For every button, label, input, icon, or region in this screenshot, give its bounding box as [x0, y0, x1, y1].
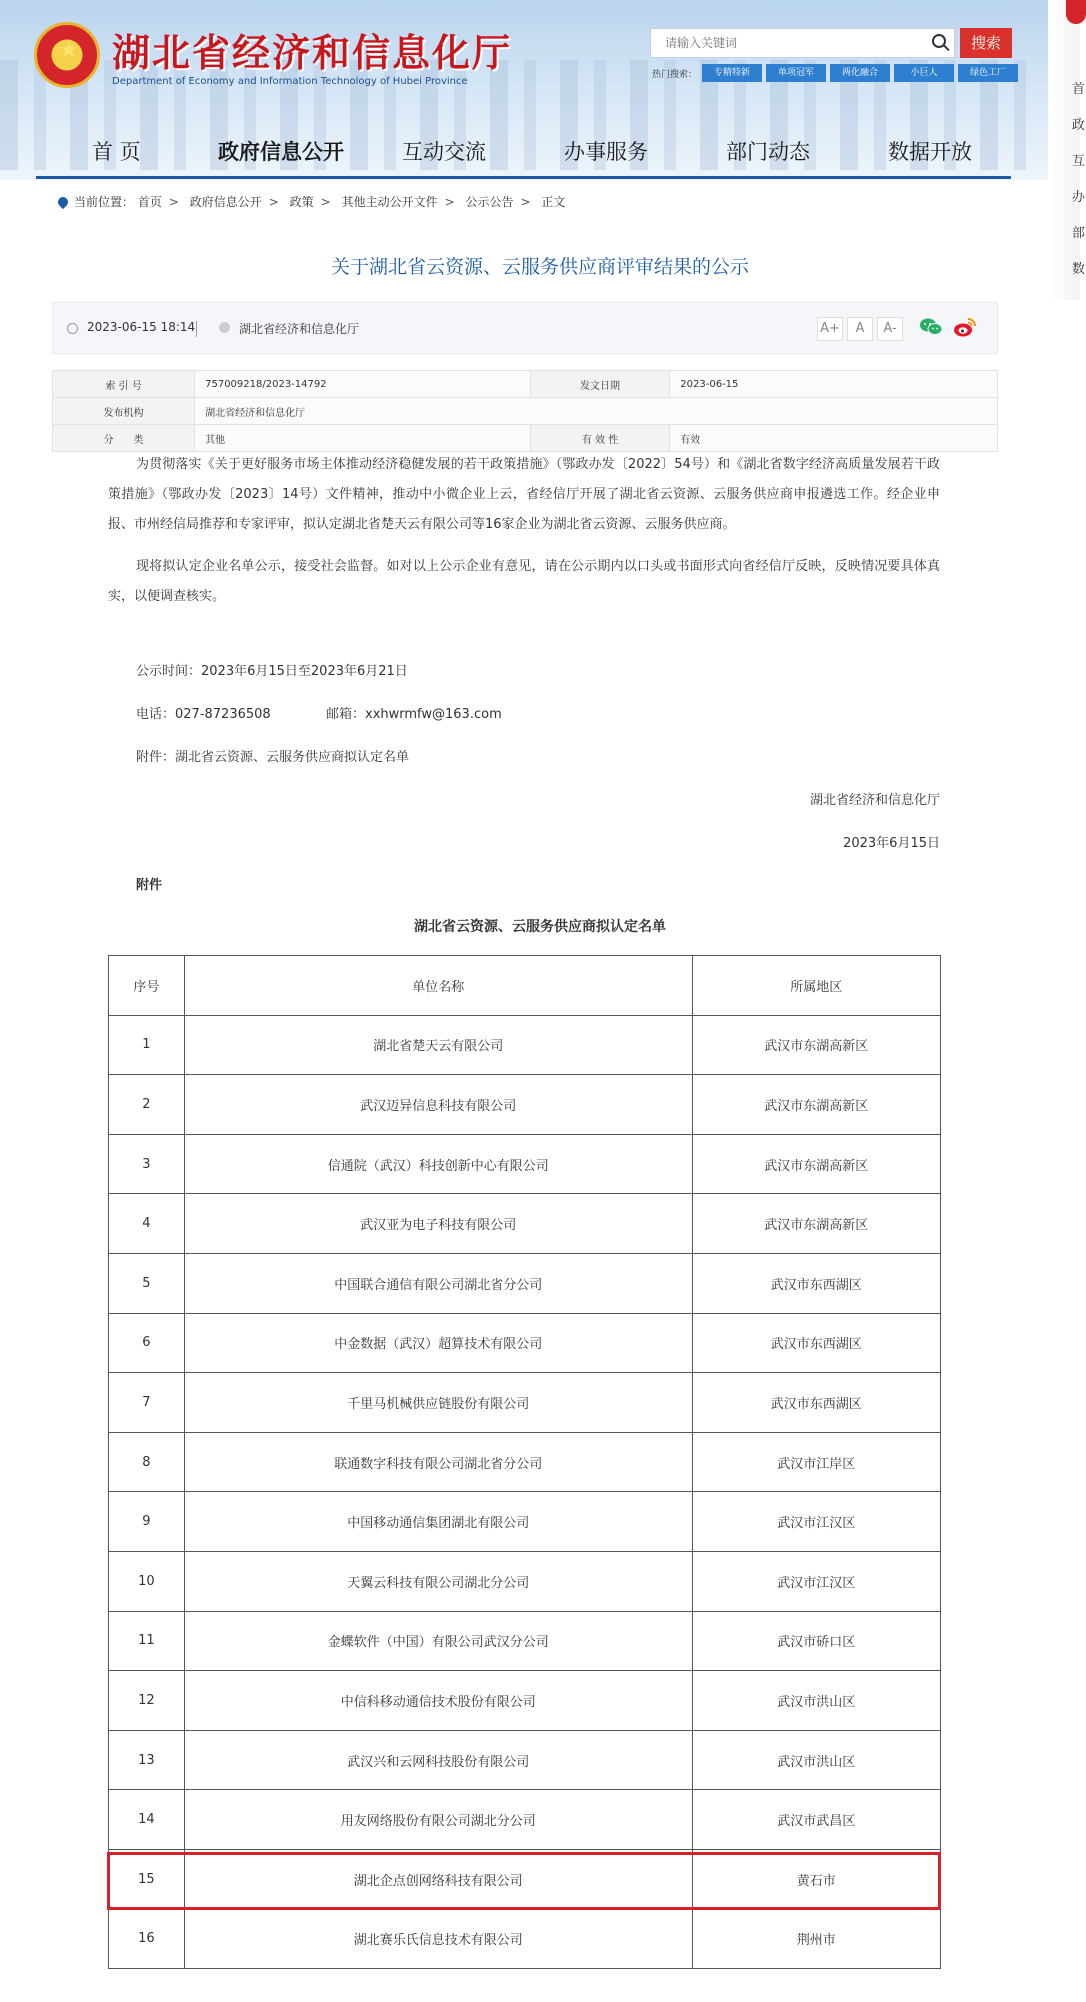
publisher-icon [219, 322, 230, 333]
attachment-heading: 附件 [136, 878, 163, 893]
font-size-default-button[interactable]: A [847, 317, 873, 341]
main-nav [36, 132, 1011, 179]
row-number: 8 [109, 1432, 185, 1492]
region: 武汉市东湖高新区 [692, 1194, 940, 1254]
search-box [650, 28, 955, 58]
table-row [109, 1075, 941, 1135]
nav-interaction[interactable]: 互动交流 [402, 140, 486, 164]
row-number: 14 [109, 1790, 185, 1850]
table-row [109, 1134, 941, 1194]
table-row [109, 1790, 941, 1850]
table-header-row [109, 956, 941, 1016]
side-nav-item[interactable]: 办 [1072, 190, 1086, 205]
table-row [109, 1492, 941, 1552]
article-body [108, 450, 940, 612]
site-subtitle: Department of Economy and Information Technology of Hubei Province [112, 76, 468, 87]
breadcrumb-item-current: 正文 [541, 195, 566, 209]
chevron-right-icon: > [444, 195, 455, 209]
article-metadata-table [52, 370, 998, 452]
company-name: 天翼云科技有限公司湖北分公司 [184, 1551, 692, 1611]
row-number: 3 [109, 1134, 185, 1194]
company-name: 中国联合通信有限公司湖北省分公司 [184, 1253, 692, 1313]
table-row [109, 1194, 941, 1254]
table-row [109, 1671, 941, 1731]
breadcrumb-item[interactable]: 首页 [137, 195, 162, 209]
column-header: 所属地区 [692, 956, 940, 1016]
row-number: 6 [109, 1313, 185, 1373]
hot-tag[interactable]: 单项冠军 [766, 64, 826, 82]
table-row [109, 1551, 941, 1611]
company-name: 湖北企点创网络科技有限公司 [184, 1849, 692, 1909]
hot-tag[interactable]: 两化融合 [830, 64, 890, 82]
validity-label: 有 效 性 [530, 425, 669, 452]
table-row [109, 1373, 941, 1433]
paragraph: 现将拟认定企业名单公示，接受社会监督。如对以上公示企业有意见，请在公示期内以口头或书面形式向省经信厅反映，反映情况要具体真实，以便调查核实。 [108, 559, 940, 604]
search-icon[interactable] [932, 34, 946, 48]
weibo-share-icon[interactable] [953, 316, 977, 338]
company-name: 信通院（武汉）科技创新中心有限公司 [184, 1134, 692, 1194]
company-name: 用友网络股份有限公司湖北分公司 [184, 1790, 692, 1850]
company-name: 湖北省楚天云有限公司 [184, 1015, 692, 1075]
breadcrumb-item[interactable]: 公示公告 [465, 195, 514, 209]
breadcrumb-item[interactable]: 政策 [289, 195, 314, 209]
region: 武汉市硚口区 [692, 1611, 940, 1671]
company-name: 武汉迈异信息科技有限公司 [184, 1075, 692, 1135]
hot-tag[interactable]: 绿色工厂 [958, 64, 1018, 82]
row-number: 9 [109, 1492, 185, 1552]
side-nav-item[interactable]: 部 [1072, 226, 1086, 241]
table-row [109, 1432, 941, 1492]
table-row [109, 1730, 941, 1790]
table-row [109, 1253, 941, 1313]
company-name: 中金数据（武汉）超算技术有限公司 [184, 1313, 692, 1373]
company-name: 千里马机械供应链股份有限公司 [184, 1373, 692, 1433]
company-name: 武汉兴和云网科技股份有限公司 [184, 1730, 692, 1790]
contact-email: 邮箱：xxhwrmfw@163.com [326, 707, 502, 722]
table-row [109, 1611, 941, 1671]
date-value: 2023-06-15 [670, 371, 998, 398]
region: 荆州市 [692, 1909, 940, 1969]
chevron-right-icon: > [320, 195, 331, 209]
chevron-right-icon: > [520, 195, 531, 209]
article-title: 关于湖北省云资源、云服务供应商评审结果的公示 [330, 256, 749, 278]
row-number: 15 [109, 1849, 185, 1909]
region: 武汉市江汉区 [692, 1551, 940, 1611]
region: 武汉市东湖高新区 [692, 1015, 940, 1075]
region: 武汉市洪山区 [692, 1671, 940, 1731]
index-label: 索 引 号 [53, 371, 195, 398]
wechat-share-icon[interactable] [919, 317, 943, 337]
org-value: 湖北省经济和信息化厅 [195, 398, 998, 425]
row-number: 4 [109, 1194, 185, 1254]
category-label: 分 类 [53, 425, 195, 452]
row-number: 1 [109, 1015, 185, 1075]
region: 武汉市江汉区 [692, 1492, 940, 1552]
paragraph: 为贯彻落实《关于更好服务市场主体推动经济稳健发展的若干政策措施》（鄂政办发〔2022〕54号）和《湖北省数字经济高质量发展若干政策措施》（鄂政办发〔2023〕14号）文件精神，推动中小微企业上云，省经信厅开展了湖北省云资源、云服务供应商申报遴选工作。经企业申报、市州经信局推荐和专家评审，拟认定湖北省楚天云有限公司等16家企业为湖北省云资源、云服务供应商。 [108, 457, 940, 532]
hot-tag[interactable]: 专精特新 [702, 64, 762, 82]
row-number: 11 [109, 1611, 185, 1671]
date-label: 发文日期 [530, 371, 669, 398]
breadcrumb-item[interactable]: 其他主动公开文件 [341, 195, 438, 209]
article-info-bar [52, 302, 998, 354]
publisher-name: 湖北省经济和信息化厅 [239, 322, 360, 336]
publish-date: 2023-06-15 18:14 [87, 320, 196, 334]
row-number: 7 [109, 1373, 185, 1433]
list-table-title: 湖北省云资源、云服务供应商拟认定名单 [414, 919, 666, 935]
row-number: 12 [109, 1671, 185, 1731]
side-nav-item[interactable]: 互 [1072, 154, 1086, 169]
region: 武汉市东西湖区 [692, 1313, 940, 1373]
divider [196, 321, 197, 337]
clock-icon [67, 323, 78, 334]
region: 武汉市东湖高新区 [692, 1134, 940, 1194]
nav-department-news[interactable]: 部门动态 [726, 140, 810, 164]
breadcrumb-item[interactable]: 政府信息公开 [189, 195, 262, 209]
company-name: 中信科移动通信技术股份有限公司 [184, 1671, 692, 1731]
table-row [109, 1313, 941, 1373]
chevron-right-icon: > [268, 195, 279, 209]
company-name: 金蝶软件（中国）有限公司武汉分公司 [184, 1611, 692, 1671]
region: 武汉市武昌区 [692, 1790, 940, 1850]
nav-gov-info[interactable]: 政府信息公开 [218, 140, 344, 164]
index-value: 757009218/2023-14792 [195, 371, 531, 398]
company-name: 武汉亚为电子科技有限公司 [184, 1194, 692, 1254]
nav-home[interactable]: 首 页 [92, 140, 141, 164]
hot-search-label: 热门搜索： [652, 70, 698, 80]
search-input[interactable] [663, 29, 917, 57]
location-pin-icon [56, 195, 70, 209]
region: 武汉市东西湖区 [692, 1373, 940, 1433]
side-nav-item[interactable]: 数 [1072, 262, 1086, 277]
notice-period: 公示时间：2023年6月15日至2023年6月21日 [136, 664, 408, 679]
company-name: 湖北赛乐氏信息技术有限公司 [184, 1909, 692, 1969]
signer: 湖北省经济和信息化厅 [809, 793, 940, 808]
site-title[interactable]: 湖北省经济和信息化厅 [112, 30, 513, 75]
chevron-right-icon: > [168, 195, 179, 209]
row-number: 2 [109, 1075, 185, 1135]
side-nav-item[interactable]: 政 [1072, 118, 1086, 133]
table-row [109, 1849, 941, 1909]
breadcrumb-label: 当前位置： [74, 195, 135, 209]
sign-date: 2023年6月15日 [843, 836, 940, 851]
supplier-list-table [108, 955, 941, 1969]
nav-services[interactable]: 办事服务 [564, 140, 648, 164]
region: 武汉市洪山区 [692, 1730, 940, 1790]
region: 武汉市东西湖区 [692, 1253, 940, 1313]
org-label: 发布机构 [53, 398, 195, 425]
breadcrumb [58, 193, 565, 210]
font-size-increase-button[interactable]: A+ [817, 317, 843, 341]
company-name: 联通数字科技有限公司湖北省分公司 [184, 1432, 692, 1492]
category-value: 其他 [195, 425, 531, 452]
table-row [109, 1015, 941, 1075]
side-nav-item[interactable]: 首 [1072, 82, 1086, 97]
column-header: 序号 [109, 956, 185, 1016]
validity-value: 有效 [670, 425, 998, 452]
region: 武汉市江岸区 [692, 1432, 940, 1492]
row-number: 13 [109, 1730, 185, 1790]
site-header [0, 0, 1080, 180]
column-header: 单位名称 [184, 956, 692, 1016]
row-number: 5 [109, 1253, 185, 1313]
region: 黄石市 [692, 1849, 940, 1909]
search-button[interactable]: 搜索 [960, 28, 1012, 58]
emblem-icon [1066, 0, 1086, 24]
row-number: 10 [109, 1551, 185, 1611]
national-emblem-icon: ★ [34, 22, 100, 88]
row-number: 16 [109, 1909, 185, 1969]
attachment-link[interactable]: 附件：湖北省云资源、云服务供应商拟认定名单 [136, 750, 410, 765]
nav-open-data[interactable]: 数据开放 [888, 140, 972, 164]
contact-phone: 电话：027-87236508 [136, 707, 271, 722]
company-name: 中国移动通信集团湖北有限公司 [184, 1492, 692, 1552]
table-row [109, 1909, 941, 1969]
hot-tag[interactable]: 小巨人 [894, 64, 954, 82]
font-size-decrease-button[interactable]: A- [877, 317, 903, 341]
region: 武汉市东湖高新区 [692, 1075, 940, 1135]
